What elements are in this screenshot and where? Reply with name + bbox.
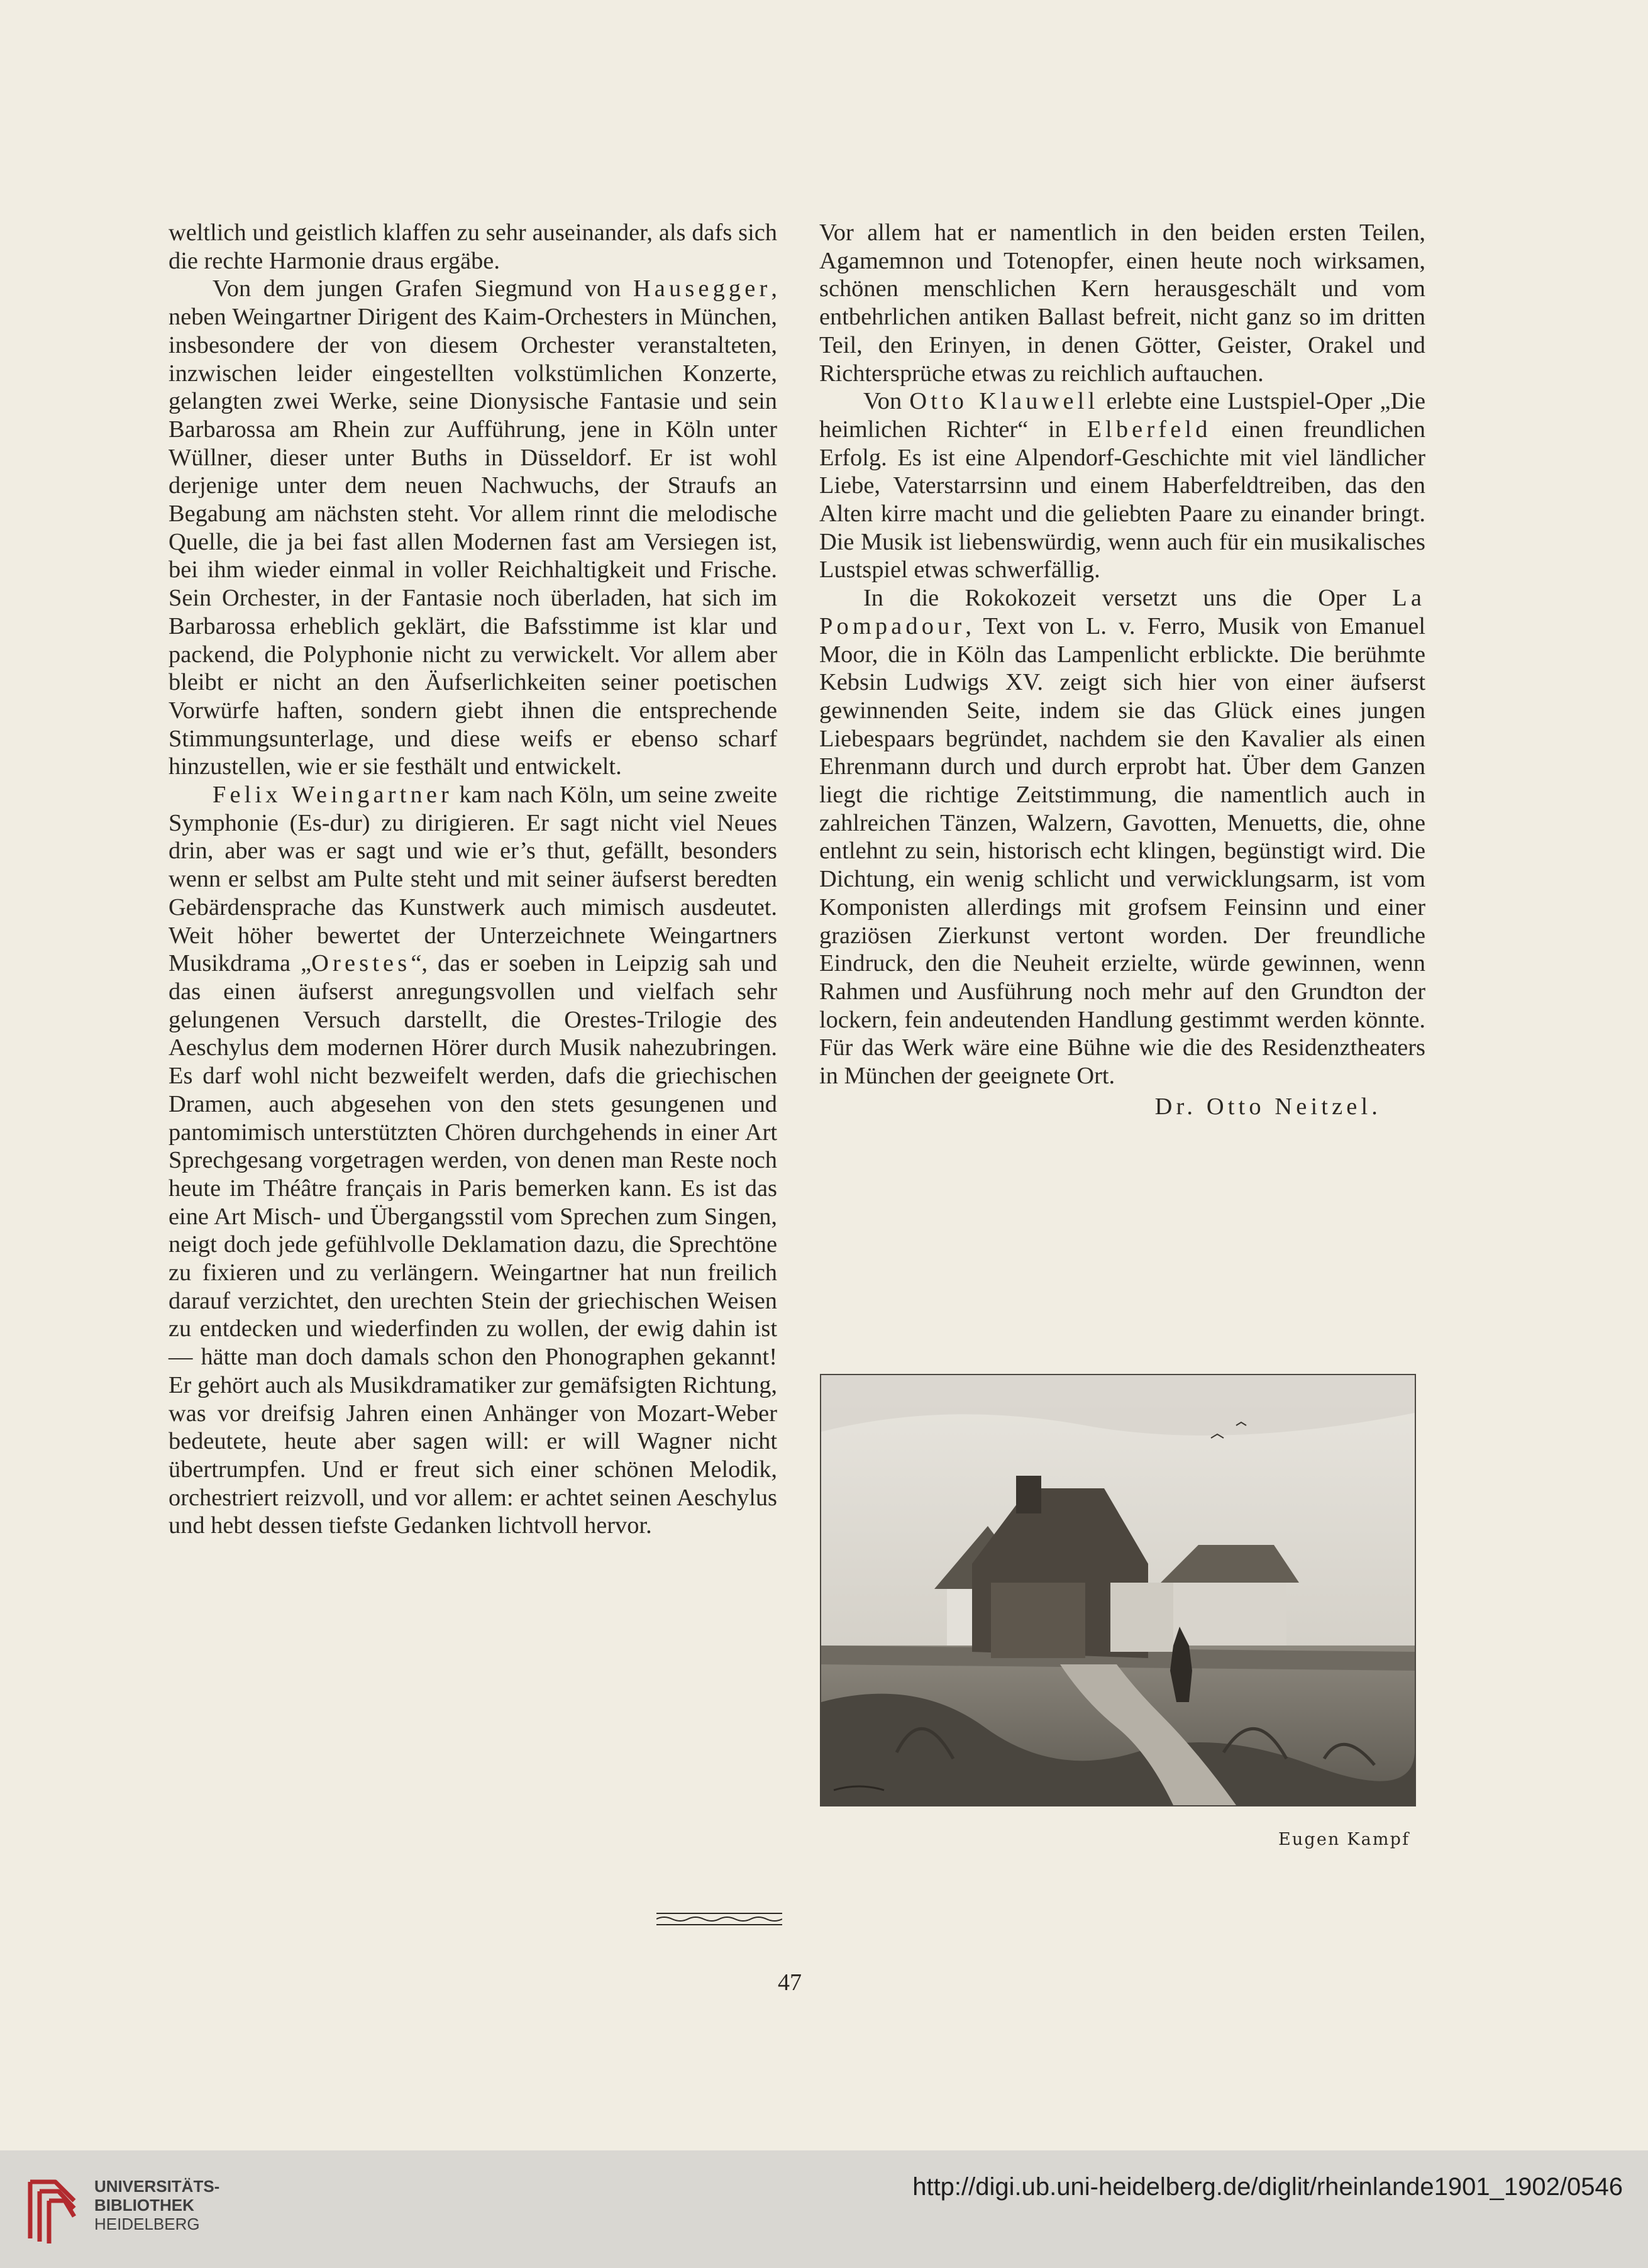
library-logo-icon xyxy=(18,2169,84,2249)
landscape-image xyxy=(821,1375,1415,1805)
left-text-column xyxy=(169,219,777,1540)
right-text-column xyxy=(819,219,1425,1121)
text-run: In die Rokokozeit versetzt uns die Oper xyxy=(863,585,1393,612)
text-run: Von xyxy=(863,388,910,415)
spaced-title: Orestes xyxy=(311,950,411,977)
text-run: , neben Weingartner Dirigent des Kaim-Orchesters in München, insbesondere der von diesem Orchester veranstalteten, inzwischen leider eingestellten volkstümlichen Konzerte, gelangten zwei Werke, seine Dionysische Fantasie und sein Barbarossa am Rhein zur Aufführung, jene in Köln unter Wüllner, dieser unter Buths in Düsseldorf. Er ist wohl derjenige unter dem neuen Nachwuchs, der Straufs an Begabung am nächsten steht. Vor allem rinnt die melodische Quelle, die ja bei fast allen Modernen fast am Versiegen ist, bei ihm wieder einmal in voller Reichhaltigkeit und Frische. Sein Orchester, in der Fantasie noch überladen, hat sich im Barbarossa erheblich geklärt, die Bafsstimme ist klar und packend, die Polyphonie nicht zu verwickelt. Vor allem aber bleibt er nicht an den Äufserlichkeiten seiner poetischen Vorwürfe haften, sondern giebt ihnen die entsprechende Stimmungsunterlage, und diese weifs er ebenso scharf hinzustellen, wie er sie festhält und entwickelt. xyxy=(169,275,777,780)
library-name: UNIVERSITÄTS- BIBLIOTHEK HEIDELBERG xyxy=(94,2177,220,2233)
page-number: 47 xyxy=(778,1969,802,1996)
spaced-name: Hausegger xyxy=(633,275,771,302)
text-run: kam nach Köln, um seine zweite Symphonie (Es-dur) zu dirigieren. Er sagt nicht viel Neues drin, aber was er sagt und wie er’s thut, gefällt, besonders wenn er selbst am Pulte steht und mit seiner äufserst beredten Gebärdensprache das Kunstwerk auch mimisch ausdeutet. Weit höher bewertet der Unterzeichnete Weingartners Musikdrama „ xyxy=(169,782,777,977)
paragraph xyxy=(819,387,1425,584)
paragraph xyxy=(819,584,1425,1090)
footer-bar xyxy=(0,2150,1648,2268)
paragraph xyxy=(169,781,777,1540)
spaced-place: Elberfeld xyxy=(1087,416,1212,443)
paragraph: weltlich und geistlich klaffen zu sehr auseinander, als dafs sich die rechte Harmonie draus ergäbe. xyxy=(169,219,777,274)
text-run: erlebte eine Lustspiel-Oper „Die heimlichen Richter“ in xyxy=(819,388,1425,443)
text-run: Von dem jungen Grafen Siegmund von xyxy=(213,275,633,302)
spaced-name: Otto Klauwell xyxy=(909,388,1099,415)
paragraph: Vor allem hat er namentlich in den beiden ersten Teilen, Agamemnon und Totenopfer, einen heute noch wirksamen, schönen menschlichen Kern herausgeschält und vom entbehrlichen antiken Ballast befreit, nicht ganz so im dritten Teil, den Erinyen, in denen Götter, Geister, Orakel und Richtersprüche etwas zu reichlich auftauchen. xyxy=(819,219,1425,387)
painting-illustration xyxy=(820,1374,1416,1806)
text-run: , Text von L. v. Ferro, Musik von Emanuel Moor, die in Köln das Lampenlicht erblickte. Die berühmte Kebsin Ludwigs XV. zeigt sich hier von einer äufserst gewinnenden Seite, indem sie das Glück eines jungen Liebespaars begründet, nachdem sie den Kavalier als einen Ehrenmann durch und durch erprobt hat. Über dem Ganzen liegt die richtige Zeitstimmung, die namentlich auch in zahlreichen Tänzen, Walzern, Gavotten, Menuetts, die, ohne entlehnt zu sein, historisch echt klingen, begünstigt wird. Die Dichtung, ein wenig schlicht und verwicklungsarm, ist vom Komponisten allerdings mit grofsem Feinsinn und einer graziösen Zierkunst vertont worden. Der freundliche Eindruck, den die Neuheit erzielte, würde gewinnen, wenn Rahmen und Ausführung noch mehr auf den Grundton der lockern, fein andeutenden Handlung gestimmt werden könnte. Für das Werk wäre eine Bühne wie die des Residenztheaters in München der geeignete Ort. xyxy=(819,612,1425,1090)
image-caption: Eugen Kampf xyxy=(1278,1830,1410,1849)
text-run: “, das er soeben in Leipzig sah und das einen äufserst anregungsvollen und vielfach sehr gelungenen Versuch darstellt, die Orestes-Trilogie des Aeschylus dem modernen Hörer durch Musik nahezubringen. Es darf wohl nicht bezweifelt werden, dafs die griechischen Dramen, auch abgesehen von den stets gesungenen und pantomimisch unterstützten Chören durchgehends in einer Art Sprechgesang vorgetragen werden, von denen man Reste noch heute im Théâtre français in Paris bemerken kann. Es ist das eine Art Misch- und Übergangsstil vom Sprechen zum Singen, neigt doch jede gefühlvolle Deklamation dazu, die Sprechtöne zu fixieren und zu verlängern. Weingartner hat nun freilich darauf verzichtet, den urechten Stein der griechischen Weisen zu entdecken und wiederfinden zu wollen, der ewig dahin ist — hätte man doch damals schon den Phonographen gekannt! Er gehört auch als Musikdramatiker zur gemäfsigten Richtung, was vor dreifsig Jahren einen Anhänger von Mozart-Weber bedeutete, heute aber sagen will: er will Wagner nicht übertrumpfen. Und er freut sich einer schönen Melodik, orchestriert reizvoll, und vor allem: er achtet seinen Aeschylus und hebt dessen tiefste Gedanken lichtvoll hervor. xyxy=(169,950,778,1539)
spaced-name: Felix Weingartner xyxy=(213,782,453,809)
spaced-title: La Pompadour xyxy=(819,585,1425,639)
paragraph xyxy=(169,275,777,781)
author-signature: Dr. Otto Neitzel. xyxy=(1154,1093,1381,1120)
ornamental-divider xyxy=(656,1910,782,1928)
source-url-link[interactable]: http://digi.ub.uni-heidelberg.de/diglit/rheinlande1901_1902/0546 xyxy=(912,2173,1623,2201)
text-run: einen freundlichen Erfolg. Es ist eine Alpendorf-Geschichte mit viel ländlicher Liebe, Vaterstarrsinn und einem Haberfeldtreiben, das den Alten kirre macht und die geliebten Paare zu einander bringt. Die Musik ist liebenswürdig, wenn auch für ein musikalisches Lustspiel etwas schwerfällig. xyxy=(819,416,1426,584)
